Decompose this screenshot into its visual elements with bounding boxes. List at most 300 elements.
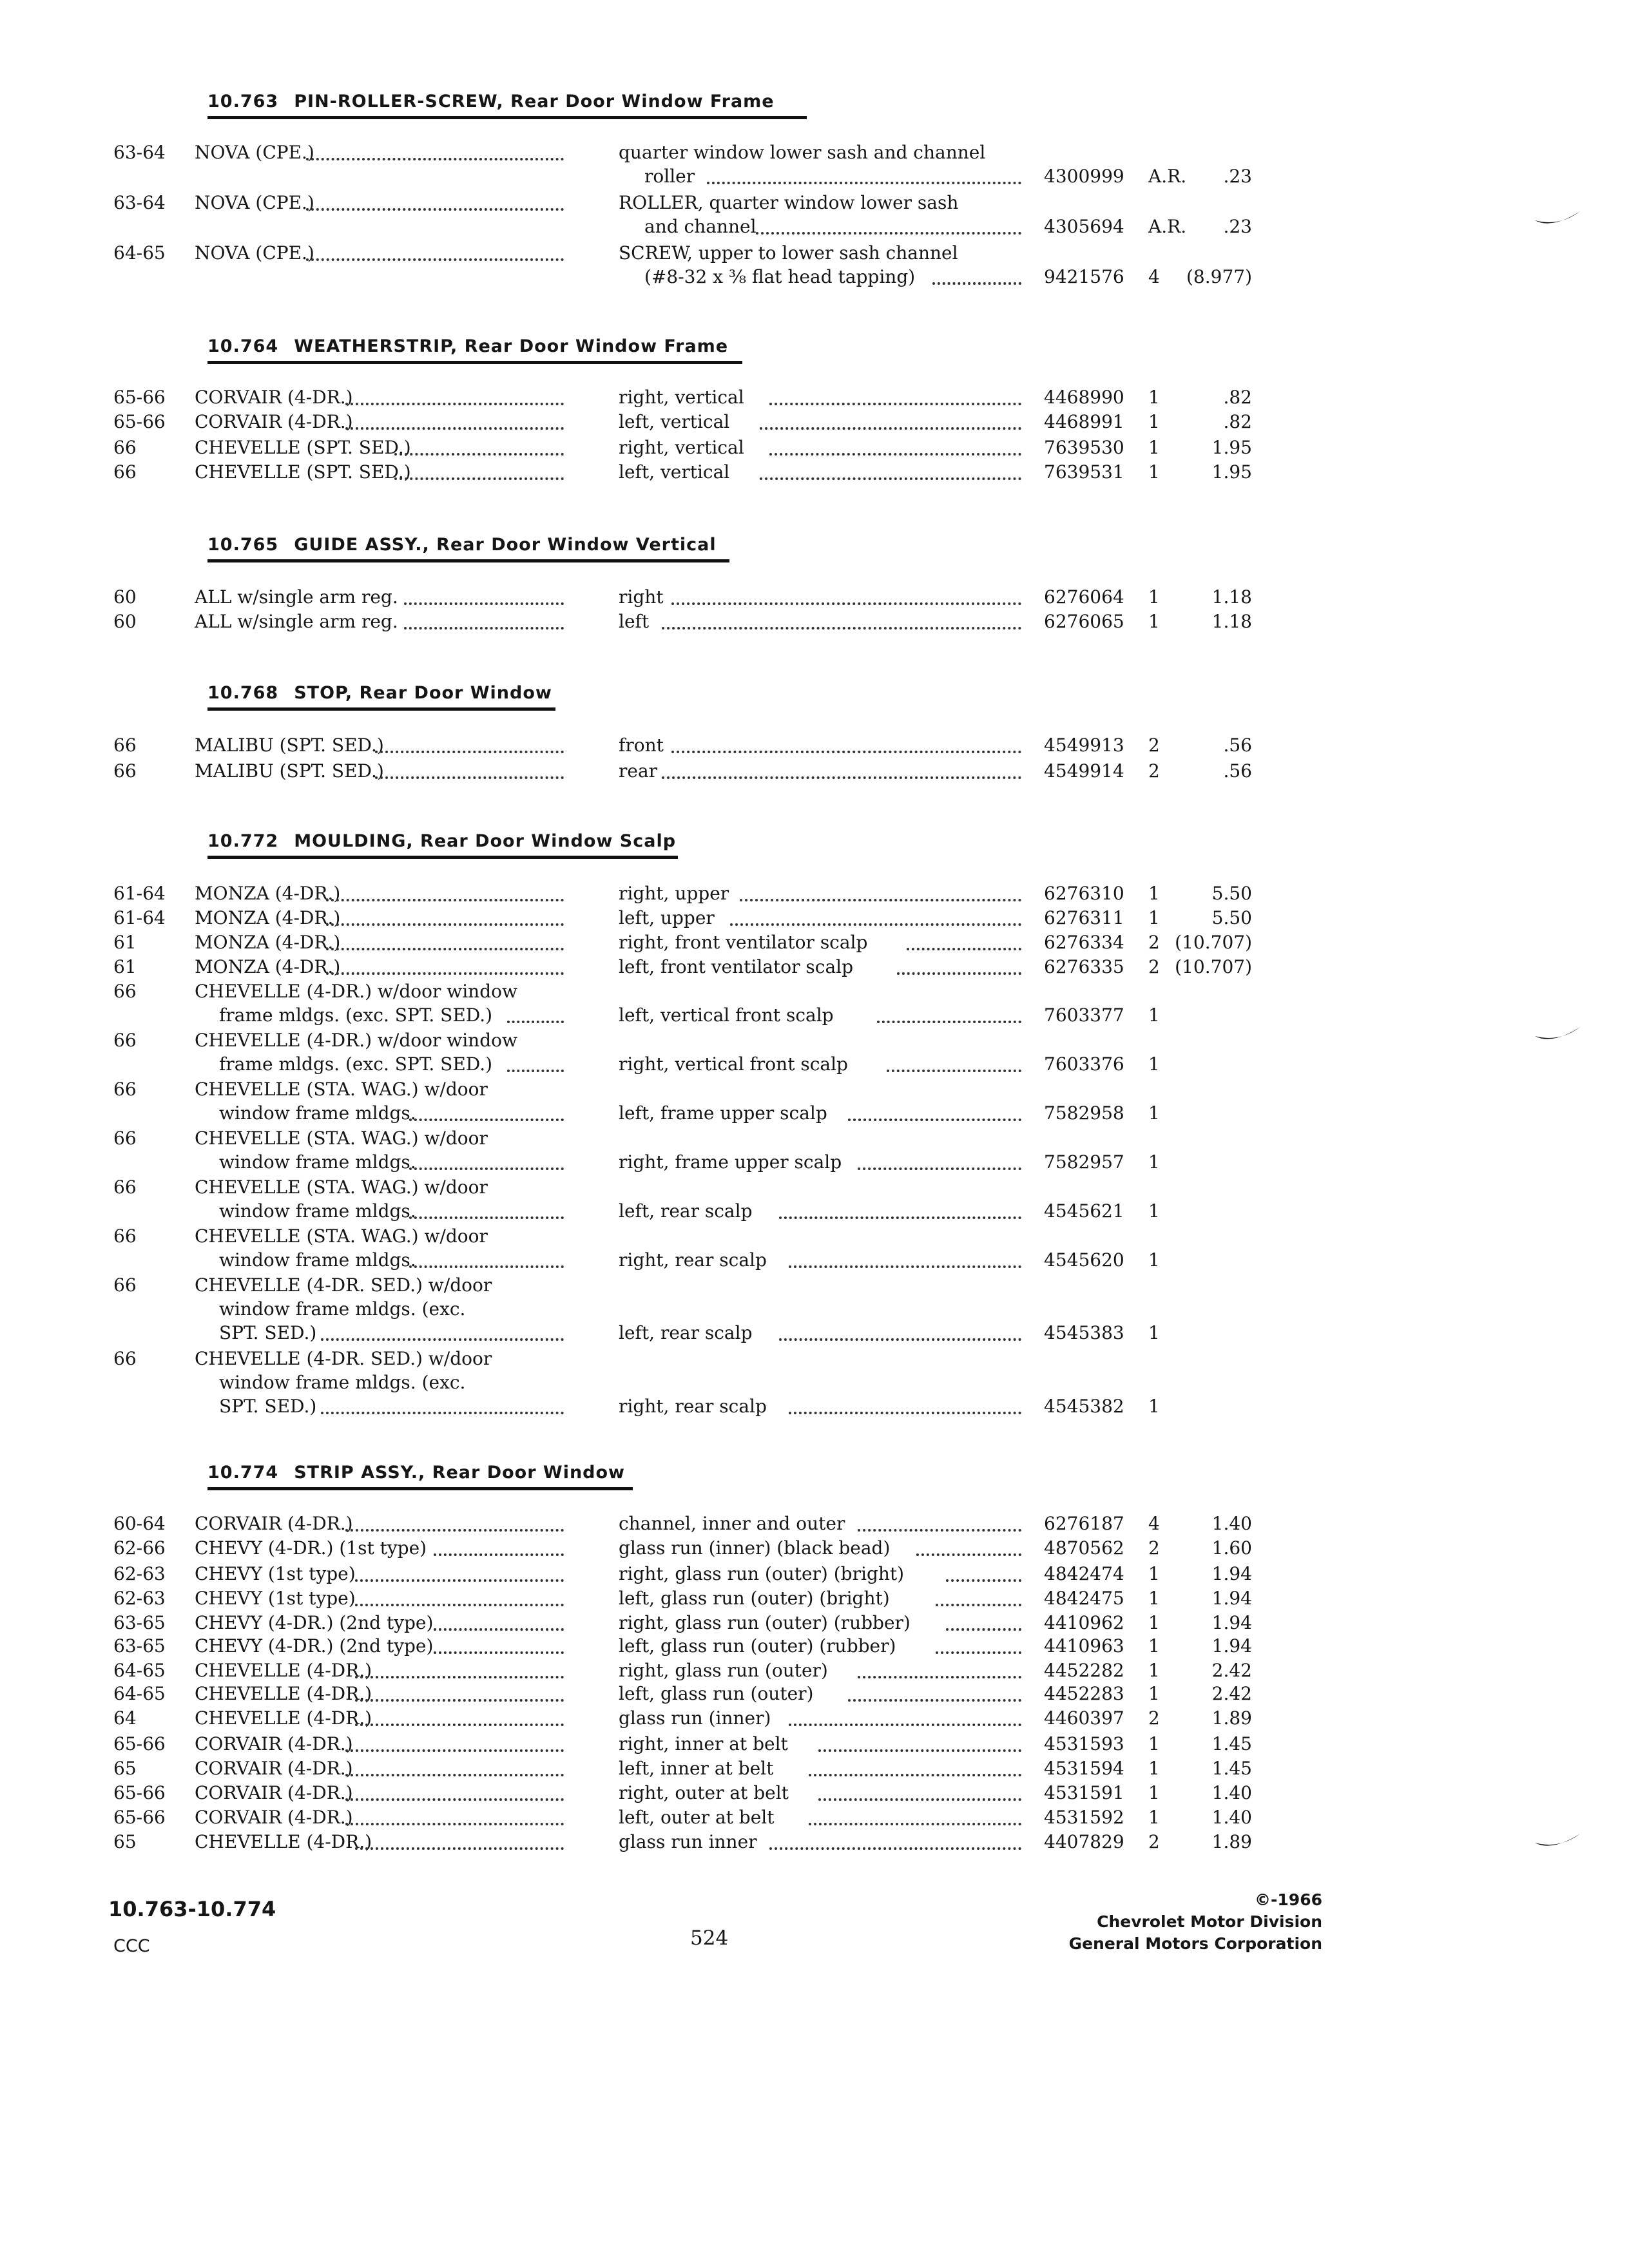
part-number: 4410962	[1044, 1612, 1124, 1633]
quantity: 2	[1148, 1707, 1160, 1729]
model-text: SPT. SED.)	[219, 1322, 317, 1343]
quantity: 1	[1148, 1733, 1160, 1754]
description-text: left, vertical	[619, 411, 730, 432]
description-text: right, frame upper scalp	[619, 1151, 842, 1173]
model-text: ALL w/single arm reg.	[195, 586, 398, 608]
quantity: 1	[1148, 1151, 1160, 1173]
year-range: 62-63	[113, 1588, 166, 1609]
description-text: right, rear scalp	[619, 1249, 767, 1271]
section-underline	[207, 116, 807, 119]
year-range: 61-64	[113, 883, 166, 904]
quantity: 1	[1148, 1683, 1160, 1704]
section-header	[207, 91, 775, 111]
model-line	[0, 1348, 1629, 1372]
model-text: MONZA (4-DR.)	[195, 956, 341, 977]
model-line	[0, 981, 1629, 1005]
model-text: MALIBU (SPT. SED.)	[195, 760, 384, 782]
part-number: 4410963	[1044, 1635, 1124, 1657]
section-underline	[207, 856, 678, 859]
quantity: 1	[1148, 586, 1160, 608]
quantity: 1	[1148, 461, 1160, 483]
description-text: right, glass run (outer) (rubber)	[619, 1612, 911, 1633]
year-range: 64	[113, 1707, 137, 1729]
quantity: 1	[1148, 883, 1160, 904]
price: 1.89	[1211, 1707, 1252, 1729]
part-number: 6276311	[1044, 907, 1124, 928]
section-title: GUIDE ASSY., Rear Door Window Vertical	[294, 535, 717, 555]
part-number: 6276187	[1044, 1513, 1124, 1534]
description-text: rear	[619, 760, 658, 782]
quantity: 1	[1148, 1563, 1160, 1584]
description-text: and channel	[644, 216, 757, 237]
part-values	[0, 1807, 1629, 1831]
price: 1.18	[1211, 586, 1252, 608]
quantity: 1	[1148, 611, 1160, 632]
model-text: CHEVY (4-DR.) (1st type)	[195, 1537, 427, 1559]
quantity: 2	[1148, 1831, 1160, 1852]
year-range: 66	[113, 437, 137, 458]
quantity: 4	[1148, 1513, 1160, 1534]
price: 1.45	[1211, 1758, 1252, 1779]
price: .23	[1223, 216, 1252, 237]
year-range: 65-66	[113, 1782, 166, 1803]
part-values	[0, 907, 1629, 932]
price: .56	[1223, 735, 1252, 756]
section-header	[207, 831, 676, 851]
division-line: Chevrolet Motor Division	[1097, 1912, 1322, 1931]
section-underline	[207, 559, 729, 562]
section-underline	[207, 361, 742, 364]
year-range: 63-65	[113, 1612, 166, 1633]
part-number: 4545383	[1044, 1322, 1124, 1343]
quantity: 1	[1148, 1322, 1160, 1343]
description-text: left, outer at belt	[619, 1807, 775, 1828]
year-range: 66	[113, 1177, 137, 1198]
description-text: left, vertical front scalp	[619, 1004, 834, 1026]
model-text: CHEVELLE (4-DR.)	[195, 1831, 372, 1852]
model-text: CHEVELLE (4-DR.)	[195, 1707, 372, 1729]
part-number: 4531594	[1044, 1758, 1124, 1779]
model-text: MONZA (4-DR.)	[195, 907, 341, 928]
section-header	[207, 336, 728, 356]
model-text: NOVA (CPE.)	[195, 242, 314, 264]
part-number: 6276335	[1044, 956, 1124, 977]
part-values	[0, 166, 1629, 190]
part-number: 4407829	[1044, 1831, 1124, 1852]
quantity: 1	[1148, 907, 1160, 928]
part-values	[0, 1322, 1629, 1347]
description-text: left, inner at belt	[619, 1758, 774, 1779]
part-values	[0, 437, 1629, 461]
part-values	[0, 1758, 1629, 1782]
model-text: CHEVELLE (STA. WAG.) w/door	[195, 1079, 488, 1100]
part-values	[0, 1004, 1629, 1029]
copyright-line: ©-1966	[1255, 1890, 1322, 1909]
year-range: 65	[113, 1758, 137, 1779]
quantity: 1	[1148, 437, 1160, 458]
description-text: ROLLER, quarter window lower sash	[619, 192, 959, 213]
year-range: 66	[113, 735, 137, 756]
year-range: 66	[113, 1274, 137, 1296]
price: 1.89	[1211, 1831, 1252, 1852]
part-number: 6276310	[1044, 883, 1124, 904]
year-range: 61-64	[113, 907, 166, 928]
price: .56	[1223, 760, 1252, 782]
section-title: PIN-ROLLER-SCREW, Rear Door Window Frame	[294, 91, 775, 111]
description-text: roller	[644, 166, 695, 187]
model-text: CHEVY (1st type)	[195, 1563, 356, 1584]
year-range: 66	[113, 760, 137, 782]
quantity: 1	[1148, 1102, 1160, 1124]
section-code: 10.764	[207, 336, 279, 356]
part-values	[0, 1537, 1629, 1562]
part-number: 4531591	[1044, 1782, 1124, 1803]
price: 5.50	[1211, 907, 1252, 928]
quantity: 1	[1148, 1200, 1160, 1222]
part-number: 4545620	[1044, 1249, 1124, 1271]
year-range: 64-65	[113, 242, 166, 264]
description-text: left, glass run (outer) (rubber)	[619, 1635, 896, 1657]
description-text: left, rear scalp	[619, 1200, 753, 1222]
part-values	[0, 1588, 1629, 1612]
part-number: 4300999	[1044, 166, 1124, 187]
part-values	[0, 956, 1629, 981]
description-text: left	[619, 611, 650, 632]
part-number: 4545621	[1044, 1200, 1124, 1222]
model-text: CORVAIR (4-DR.)	[195, 1758, 353, 1779]
part-values	[0, 1200, 1629, 1225]
part-values	[0, 1831, 1629, 1856]
price: .82	[1223, 411, 1252, 432]
part-number: 7603376	[1044, 1053, 1124, 1075]
model-text: CORVAIR (4-DR.)	[195, 387, 353, 408]
price: 1.18	[1211, 611, 1252, 632]
section-header	[207, 535, 717, 555]
part-values	[0, 1053, 1629, 1078]
section-header	[207, 683, 552, 703]
model-text: CORVAIR (4-DR.)	[195, 1733, 353, 1754]
price: 1.45	[1211, 1733, 1252, 1754]
section-title: MOULDING, Rear Door Window Scalp	[294, 831, 677, 851]
model-text: CHEVELLE (4-DR.)	[195, 1660, 372, 1681]
model-line	[0, 1225, 1629, 1250]
quantity: 1	[1148, 1758, 1160, 1779]
part-values	[0, 1249, 1629, 1274]
part-values	[0, 1563, 1629, 1588]
description-text: right, vertical front scalp	[619, 1053, 848, 1075]
description-text: left, upper	[619, 907, 715, 928]
part-values	[0, 1683, 1629, 1707]
model-text: CHEVELLE (SPT. SED.)	[195, 437, 411, 458]
price: .23	[1223, 166, 1252, 187]
part-number: 4305694	[1044, 216, 1124, 237]
part-number: 4531593	[1044, 1733, 1124, 1754]
model-line	[0, 1274, 1629, 1299]
year-range: 65	[113, 1831, 137, 1852]
part-values	[0, 1102, 1629, 1127]
description-text: left, frame upper scalp	[619, 1102, 827, 1124]
description-text: SCREW, upper to lower sash channel	[619, 242, 958, 264]
quantity: 1	[1148, 1660, 1160, 1681]
description-text: channel, inner and outer	[619, 1513, 845, 1534]
year-range: 62-63	[113, 1563, 166, 1584]
part-number: 4549914	[1044, 760, 1124, 782]
binding-mark-icon	[1532, 1830, 1584, 1856]
price: (10.707)	[1175, 932, 1252, 953]
part-number: 7639531	[1044, 461, 1124, 483]
section-header	[207, 1463, 625, 1483]
year-range: 65-66	[113, 1807, 166, 1828]
part-values	[0, 266, 1629, 291]
year-range: 66	[113, 461, 137, 483]
section-title: STOP, Rear Door Window	[294, 683, 552, 703]
year-range: 63-64	[113, 192, 166, 213]
price: 1.94	[1211, 1635, 1252, 1657]
quantity: A.R.	[1148, 166, 1187, 187]
description-text: right, front ventilator scalp	[619, 932, 868, 953]
part-number: 4452283	[1044, 1683, 1124, 1704]
description-text: right, glass run (outer) (bright)	[619, 1563, 905, 1584]
part-values	[0, 883, 1629, 907]
description-text: quarter window lower sash and channel	[619, 142, 986, 163]
description-text: right, glass run (outer)	[619, 1660, 828, 1681]
quantity: 1	[1148, 1004, 1160, 1026]
price: 1.40	[1211, 1807, 1252, 1828]
model-text: window frame mldgs. (exc.	[219, 1372, 466, 1393]
year-range: 64-65	[113, 1683, 166, 1704]
part-values	[0, 1612, 1629, 1637]
page-number: 524	[690, 1927, 729, 1950]
model-text: frame mldgs. (exc. SPT. SED.)	[219, 1053, 493, 1075]
description-text: right, vertical	[619, 387, 744, 408]
description-text: left, vertical	[619, 461, 730, 483]
model-text: CHEVY (1st type)	[195, 1588, 356, 1609]
part-number: 4545382	[1044, 1396, 1124, 1417]
description-text: glass run (inner)	[619, 1707, 771, 1729]
quantity: 1	[1148, 387, 1160, 408]
year-range: 66	[113, 1348, 137, 1369]
model-text: SPT. SED.)	[219, 1396, 317, 1417]
section-code: 10.763	[207, 91, 279, 111]
model-text: window frame mldgs.	[219, 1102, 416, 1124]
price: (10.707)	[1175, 956, 1252, 977]
part-values	[0, 586, 1629, 611]
part-values	[0, 1396, 1629, 1420]
model-text: CHEVELLE (4-DR.)	[195, 1683, 372, 1704]
part-number: 4549913	[1044, 735, 1124, 756]
footer-code-range: 10.763-10.774	[108, 1897, 276, 1921]
model-line	[0, 1128, 1629, 1152]
model-line	[0, 1372, 1629, 1396]
part-values	[0, 932, 1629, 956]
model-text: CORVAIR (4-DR.)	[195, 1782, 353, 1803]
year-range: 63-64	[113, 142, 166, 163]
description-text: glass run (inner) (black bead)	[619, 1537, 891, 1559]
model-text: window frame mldgs.	[219, 1151, 416, 1173]
quantity: 1	[1148, 1612, 1160, 1633]
part-number: 7582957	[1044, 1151, 1124, 1173]
part-number: 4842474	[1044, 1563, 1124, 1584]
description-text: right, upper	[619, 883, 729, 904]
model-text: CHEVELLE (4-DR.) w/door window	[195, 1030, 517, 1051]
model-text: CHEVELLE (STA. WAG.) w/door	[195, 1225, 488, 1247]
price: 1.94	[1211, 1563, 1252, 1584]
footer-publisher	[1069, 1889, 1322, 1955]
model-line	[0, 1030, 1629, 1054]
part-values	[0, 735, 1629, 759]
description-text: left, glass run (outer)	[619, 1683, 814, 1704]
part-values	[0, 387, 1629, 411]
quantity: 1	[1148, 1635, 1160, 1657]
binding-mark-icon	[1532, 1023, 1584, 1049]
year-range: 61	[113, 956, 137, 977]
part-number: 9421576	[1044, 266, 1124, 287]
price: 1.40	[1211, 1513, 1252, 1534]
part-number: 7603377	[1044, 1004, 1124, 1026]
price: 1.60	[1211, 1537, 1252, 1559]
model-text: MONZA (4-DR.)	[195, 883, 341, 904]
description-text: left, front ventilator scalp	[619, 956, 854, 977]
part-number: 6276334	[1044, 932, 1124, 953]
year-range: 65-66	[113, 411, 166, 432]
year-range: 60	[113, 586, 137, 608]
quantity: 4	[1148, 266, 1160, 287]
price: 1.94	[1211, 1588, 1252, 1609]
section-code: 10.772	[207, 831, 279, 851]
description-line	[0, 242, 1629, 267]
footer-ccc: CCC	[113, 1936, 150, 1956]
model-text: MALIBU (SPT. SED.)	[195, 735, 384, 756]
part-values	[0, 1635, 1629, 1660]
price: 1.95	[1211, 437, 1252, 458]
model-text: window frame mldgs.	[219, 1200, 416, 1222]
model-text: MONZA (4-DR.)	[195, 932, 341, 953]
description-text: left, rear scalp	[619, 1322, 753, 1343]
part-number: 7582958	[1044, 1102, 1124, 1124]
description-text: right, vertical	[619, 437, 744, 458]
part-values	[0, 461, 1629, 486]
part-values	[0, 1660, 1629, 1684]
description-text: glass run inner	[619, 1831, 757, 1852]
year-range: 64-65	[113, 1660, 166, 1681]
quantity: 2	[1148, 956, 1160, 977]
model-text: ALL w/single arm reg.	[195, 611, 398, 632]
description-text: front	[619, 735, 664, 756]
part-values	[0, 1513, 1629, 1537]
model-text: CHEVELLE (4-DR. SED.) w/door	[195, 1348, 492, 1369]
year-range: 60	[113, 611, 137, 632]
year-range: 66	[113, 1225, 137, 1247]
part-number: 4460397	[1044, 1707, 1124, 1729]
part-number: 4531592	[1044, 1807, 1124, 1828]
price: 2.42	[1211, 1683, 1252, 1704]
quantity: 1	[1148, 1588, 1160, 1609]
binding-mark-icon	[1532, 207, 1584, 233]
part-values	[0, 1151, 1629, 1176]
year-range: 66	[113, 1030, 137, 1051]
year-range: 66	[113, 981, 137, 1002]
quantity: 1	[1148, 1053, 1160, 1075]
model-text: CHEVELLE (STA. WAG.) w/door	[195, 1128, 488, 1149]
year-range: 62-66	[113, 1537, 166, 1559]
quantity: 1	[1148, 411, 1160, 432]
section-code: 10.768	[207, 683, 279, 703]
price: 1.95	[1211, 461, 1252, 483]
part-number: 4468990	[1044, 387, 1124, 408]
price: .82	[1223, 387, 1252, 408]
model-line	[0, 1298, 1629, 1323]
model-text: window frame mldgs.	[219, 1249, 416, 1271]
quantity: 2	[1148, 1537, 1160, 1559]
section-title: WEATHERSTRIP, Rear Door Window Frame	[294, 336, 729, 356]
model-text: CHEVELLE (SPT. SED.)	[195, 461, 411, 483]
year-range: 66	[113, 1079, 137, 1100]
model-text: CHEVELLE (4-DR. SED.) w/door	[195, 1274, 492, 1296]
description-text: (#8-32 x ⅜ flat head tapping)	[644, 266, 916, 287]
price: 5.50	[1211, 883, 1252, 904]
section-underline	[207, 1487, 633, 1490]
part-values	[0, 1733, 1629, 1758]
model-text: CORVAIR (4-DR.)	[195, 1513, 353, 1534]
price: 1.40	[1211, 1782, 1252, 1803]
description-text: right	[619, 586, 664, 608]
description-text: right, rear scalp	[619, 1396, 767, 1417]
quantity: 1	[1148, 1807, 1160, 1828]
price: 1.94	[1211, 1612, 1252, 1633]
quantity: 1	[1148, 1782, 1160, 1803]
model-text: CHEVY (4-DR.) (2nd type)	[195, 1635, 434, 1657]
price: (8.977)	[1186, 266, 1252, 287]
part-number: 4842475	[1044, 1588, 1124, 1609]
quantity: 1	[1148, 1249, 1160, 1271]
part-values	[0, 1782, 1629, 1807]
model-line	[0, 1079, 1629, 1103]
description-line	[0, 192, 1629, 216]
year-range: 60-64	[113, 1513, 166, 1534]
quantity: 2	[1148, 760, 1160, 782]
section-underline	[207, 707, 555, 711]
quantity: 2	[1148, 735, 1160, 756]
price: 2.42	[1211, 1660, 1252, 1681]
part-values	[0, 216, 1629, 240]
quantity: A.R.	[1148, 216, 1187, 237]
quantity: 1	[1148, 1396, 1160, 1417]
description-text: left, glass run (outer) (bright)	[619, 1588, 890, 1609]
description-text: right, outer at belt	[619, 1782, 789, 1803]
corporation-line: General Motors Corporation	[1068, 1934, 1322, 1953]
year-range: 65-66	[113, 1733, 166, 1754]
part-number: 7639530	[1044, 437, 1124, 458]
model-text: NOVA (CPE.)	[195, 142, 314, 163]
part-values	[0, 411, 1629, 436]
model-text: CHEVELLE (STA. WAG.) w/door	[195, 1177, 488, 1198]
part-values	[0, 1707, 1629, 1732]
model-text: CHEVY (4-DR.) (2nd type)	[195, 1612, 434, 1633]
quantity: 2	[1148, 932, 1160, 953]
part-number: 4452282	[1044, 1660, 1124, 1681]
year-range: 66	[113, 1128, 137, 1149]
part-values	[0, 760, 1629, 785]
year-range: 63-65	[113, 1635, 166, 1657]
model-text: CORVAIR (4-DR.)	[195, 411, 353, 432]
part-number: 4870562	[1044, 1537, 1124, 1559]
section-title: STRIP ASSY., Rear Door Window	[294, 1463, 626, 1483]
section-code: 10.774	[207, 1463, 279, 1483]
part-number: 4468991	[1044, 411, 1124, 432]
part-number: 6276064	[1044, 586, 1124, 608]
model-text: NOVA (CPE.)	[195, 192, 314, 213]
model-text: window frame mldgs. (exc.	[219, 1298, 466, 1320]
